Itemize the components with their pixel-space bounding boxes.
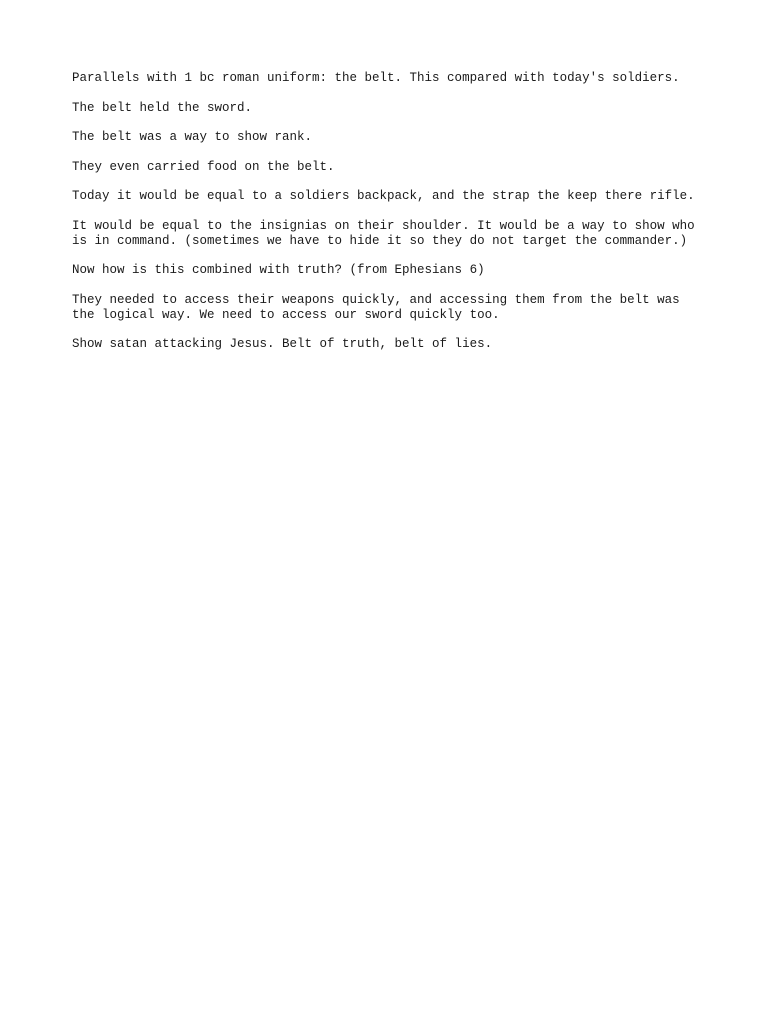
paragraph-truth: Now how is this combined with truth? (from Ephesians 6) [72,263,485,277]
paragraph-belt-sword: The belt held the sword. [72,100,253,115]
paragraph-satan-jesus: Show satan attacking Jesus. Belt of truth, belt of lies. [72,337,493,351]
document-body [72,71,712,367]
paragraph-weapons-access: They needed to access their weapons quickly, and accessing them from the belt was the logical way. We need to access our sword quickly too. [72,292,680,322]
paragraph-insignias: It would be equal to the insignias on their shoulder. It would be a way to show who is in command. (sometimes we have to hide it so they do not target the commander.) [72,218,695,248]
paragraph-backpack: Today it would be equal to a soldiers backpack, and the strap the keep there rifle. [72,189,695,203]
paragraph-belt-food: They even carried food on the belt. [72,159,335,174]
paragraph-roman-uniform: Parallels with 1 bc roman uniform: the belt. This compared with today's soldiers. [72,71,680,85]
paragraph-belt-rank: The belt was a way to show rank. [72,130,313,144]
